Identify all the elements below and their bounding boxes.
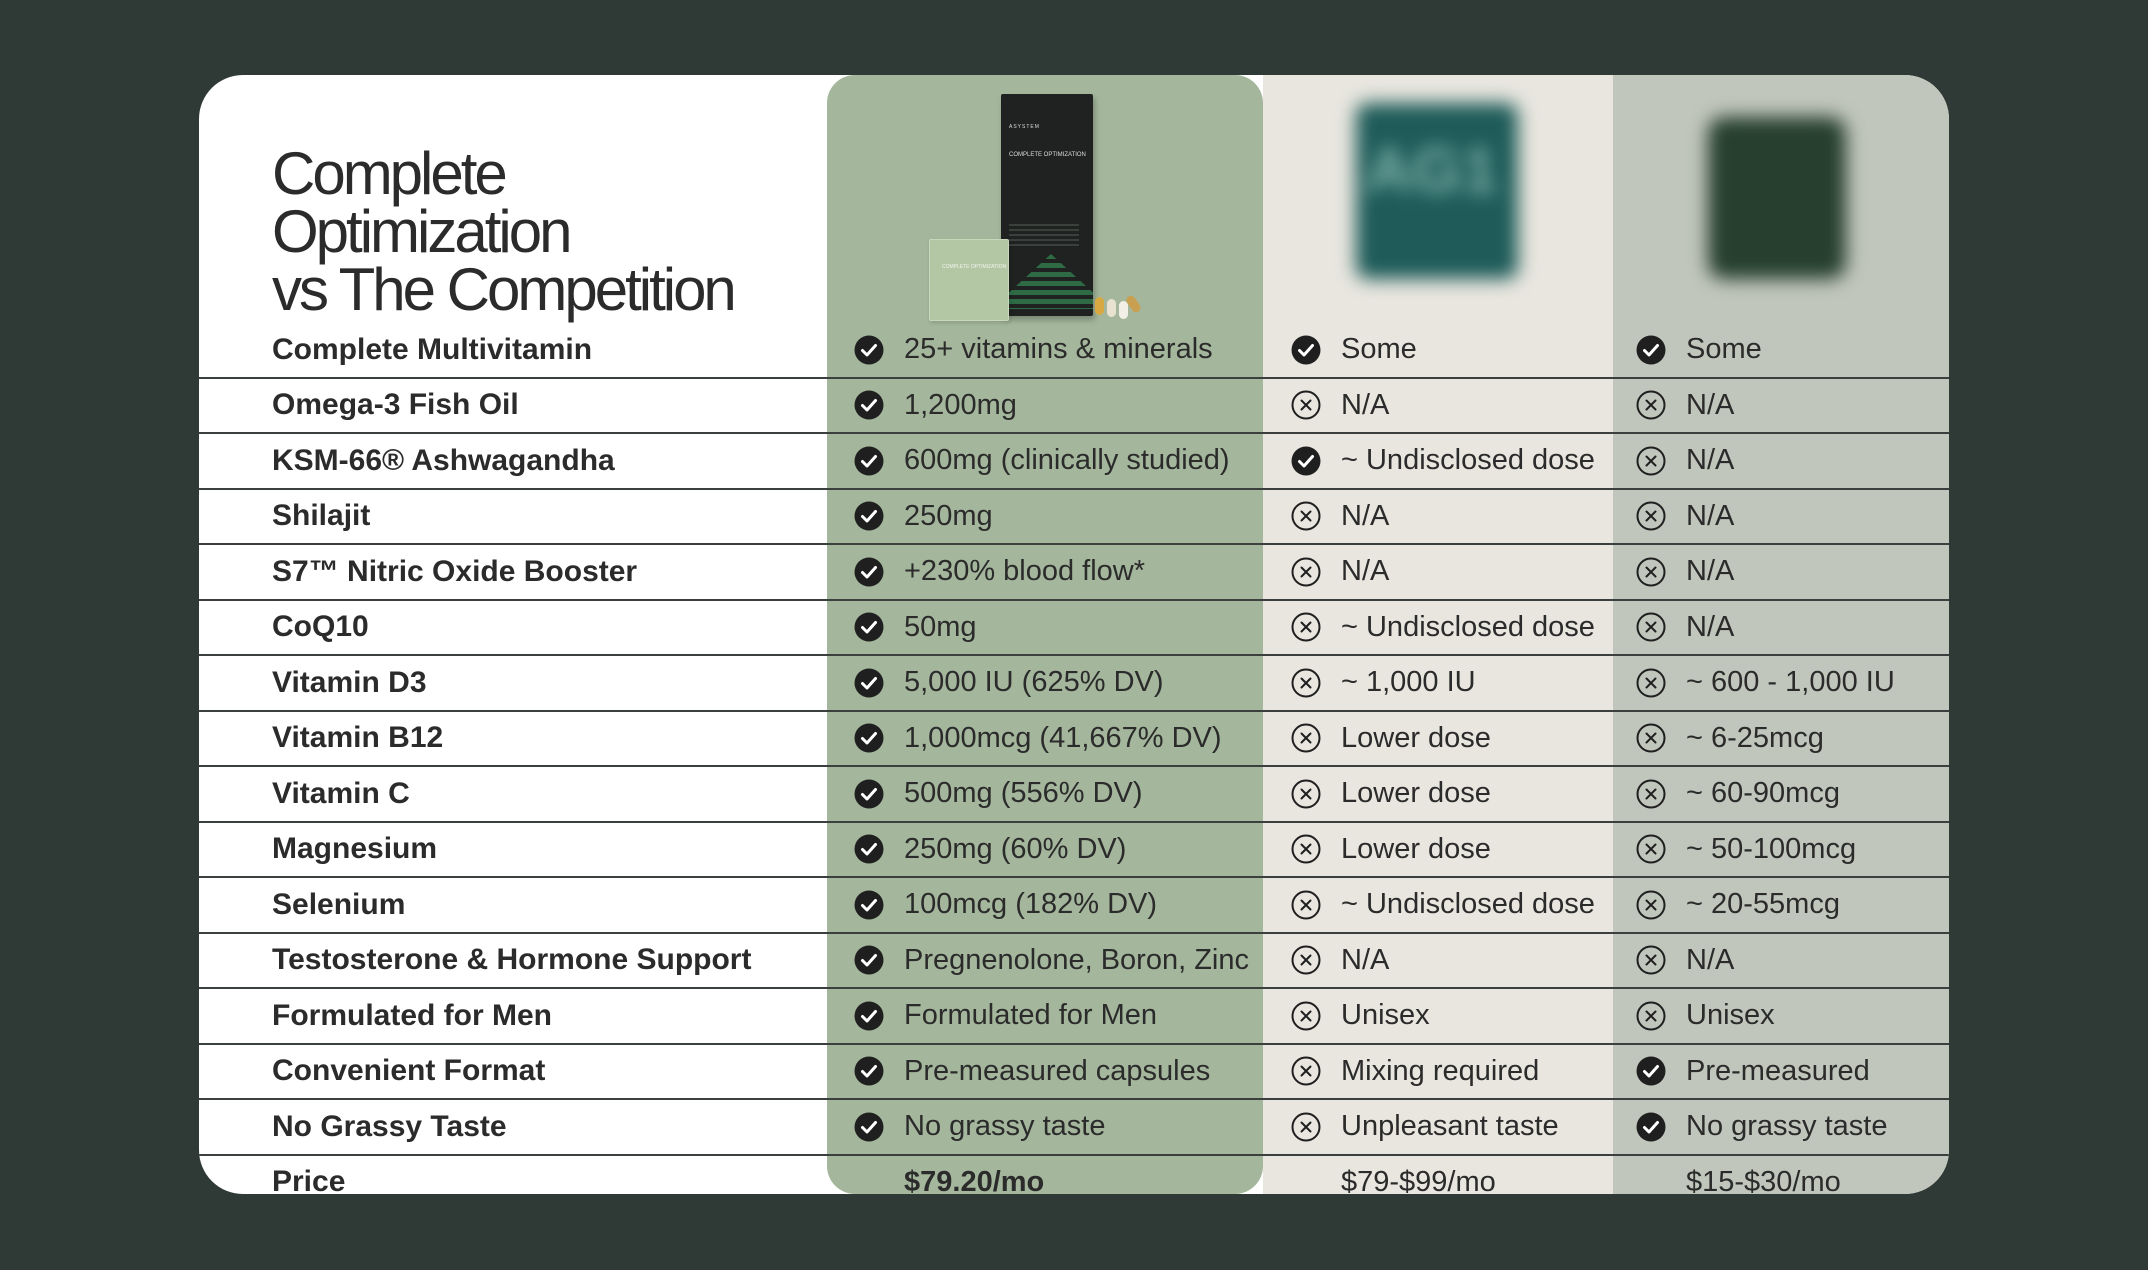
- competitor2-cell: [1636, 601, 1734, 655]
- product-sachet-image: [929, 239, 1009, 321]
- comparison-card: [199, 75, 1949, 1194]
- feature-label: Price: [272, 1165, 346, 1194]
- cell-value: N/A: [1341, 555, 1390, 588]
- product-cell: [854, 379, 1017, 433]
- competitor2-cell: [1636, 823, 1856, 877]
- price-row: [199, 1156, 1949, 1195]
- competitor2-cell: [1636, 656, 1895, 710]
- cell-value: 50mg: [904, 610, 977, 643]
- cell-value: 250mg: [904, 499, 993, 532]
- cell-value: +230% blood flow*: [904, 555, 1146, 588]
- competitor2-cell: [1636, 878, 1840, 932]
- x-circle-icon: [1636, 668, 1666, 698]
- check-circle-icon: [854, 446, 884, 476]
- feature-label: Vitamin C: [272, 776, 410, 810]
- competitor2-cell: [1636, 934, 1734, 988]
- cell-value: Some: [1341, 333, 1417, 366]
- x-circle-icon: [1291, 557, 1321, 587]
- cell-value: ~ 60-90mcg: [1686, 777, 1840, 810]
- x-circle-icon: [1291, 1001, 1321, 1031]
- cell-value: ~ Undisclosed dose: [1341, 888, 1595, 921]
- product-box-image: [1001, 94, 1093, 316]
- table-row: [199, 1100, 1949, 1156]
- check-circle-icon: [854, 1056, 884, 1086]
- table-row: [199, 878, 1949, 934]
- product-cell: [854, 934, 1249, 988]
- feature-label: No Grassy Taste: [272, 1109, 507, 1143]
- cell-value: N/A: [1686, 444, 1735, 477]
- cell-value: Lower dose: [1341, 832, 1491, 865]
- competitor2-cell: [1636, 1100, 1887, 1154]
- cell-value: N/A: [1341, 388, 1390, 421]
- competitor1-cell: [1291, 767, 1491, 821]
- table-row: [199, 1045, 1949, 1101]
- cell-value: N/A: [1341, 499, 1390, 532]
- check-circle-icon: [854, 1112, 884, 1142]
- table-row: [199, 823, 1949, 879]
- x-circle-icon: [1636, 390, 1666, 420]
- cell-value: Lower dose: [1341, 777, 1491, 810]
- check-circle-icon: [854, 834, 884, 864]
- feature-label: Complete Multivitamin: [272, 332, 593, 366]
- x-circle-icon: [1636, 1001, 1666, 1031]
- cell-value: Lower dose: [1341, 721, 1491, 754]
- x-circle-icon: [1636, 612, 1666, 642]
- product-cell: [854, 490, 993, 544]
- cell-value: N/A: [1686, 499, 1735, 532]
- check-circle-icon: [854, 1001, 884, 1031]
- cell-value: Pre-measured: [1686, 1054, 1870, 1087]
- competitor1-cell: [1291, 323, 1417, 377]
- feature-label: Selenium: [272, 887, 406, 921]
- table-row: [199, 601, 1949, 657]
- competitor1-cell: [1291, 545, 1389, 599]
- competitor2-cell: [1636, 434, 1734, 488]
- cell-value: No grassy taste: [904, 1110, 1106, 1143]
- cell-value: Pre-measured capsules: [904, 1054, 1211, 1087]
- box-wave-graphic: [1009, 254, 1093, 309]
- product-cell: [854, 878, 1157, 932]
- cell-value: 5,000 IU (625% DV): [904, 666, 1164, 699]
- competitor2-cell: [1636, 767, 1840, 821]
- x-circle-icon: [1636, 501, 1666, 531]
- feature-label: Shilajit: [272, 499, 371, 533]
- capsule-icon: [1107, 299, 1116, 317]
- cell-value: $79.20/mo: [904, 1165, 1045, 1194]
- competitor2-cell: [1636, 1045, 1870, 1099]
- x-circle-icon: [1636, 834, 1666, 864]
- product-cell: [854, 712, 1222, 766]
- feature-label: Convenient Format: [272, 1054, 546, 1088]
- cell-value: Mixing required: [1341, 1054, 1540, 1087]
- box-label-lines: [1009, 224, 1079, 246]
- check-circle-icon: [854, 612, 884, 642]
- competitor1-cell: [1291, 490, 1389, 544]
- check-circle-icon: [1291, 446, 1321, 476]
- feature-label: S7™ Nitric Oxide Booster: [272, 554, 638, 588]
- x-circle-icon: [1636, 723, 1666, 753]
- feature-label: Omega-3 Fish Oil: [272, 388, 519, 422]
- competitor1-cell: [1291, 434, 1595, 488]
- check-circle-icon: [854, 723, 884, 753]
- x-circle-icon: [1291, 779, 1321, 809]
- competitor2-cell: [1636, 712, 1824, 766]
- competitor1-cell: [1291, 934, 1389, 988]
- feature-label: CoQ10: [272, 610, 369, 644]
- x-circle-icon: [1291, 723, 1321, 753]
- x-circle-icon: [1291, 668, 1321, 698]
- product-cell: [854, 989, 1157, 1043]
- competitor1-cell: [1291, 989, 1430, 1043]
- table-row: [199, 545, 1949, 601]
- check-circle-icon: [854, 335, 884, 365]
- cell-value: ~ 600 - 1,000 IU: [1686, 666, 1895, 699]
- competitor1-cell: [1341, 1156, 1496, 1195]
- cell-value: Unisex: [1341, 999, 1430, 1032]
- table-row: [199, 989, 1949, 1045]
- table-row: [199, 379, 1949, 435]
- cell-value: No grassy taste: [1686, 1110, 1888, 1143]
- x-circle-icon: [1636, 557, 1666, 587]
- competitor2-cell: [1636, 545, 1734, 599]
- box-brand-text: ASYSTEM: [1009, 124, 1040, 130]
- x-circle-icon: [1636, 446, 1666, 476]
- cell-value: ~ 6-25mcg: [1686, 721, 1824, 754]
- competitor1-cell: [1291, 656, 1476, 710]
- x-circle-icon: [1291, 834, 1321, 864]
- product-cell: [904, 1156, 1044, 1195]
- product-cell: [854, 323, 1213, 377]
- check-circle-icon: [854, 557, 884, 587]
- x-circle-icon: [1636, 945, 1666, 975]
- product-cell: [854, 434, 1230, 488]
- x-circle-icon: [1291, 501, 1321, 531]
- product-cell: [854, 601, 977, 655]
- cell-value: 100mcg (182% DV): [904, 888, 1158, 921]
- cell-value: ~ Undisclosed dose: [1341, 444, 1595, 477]
- capsules-image: [1095, 295, 1139, 315]
- feature-label: Magnesium: [272, 832, 438, 866]
- check-circle-icon: [854, 890, 884, 920]
- cell-value: N/A: [1341, 943, 1390, 976]
- feature-label: Vitamin D3: [272, 665, 427, 699]
- cell-value: Some: [1686, 333, 1762, 366]
- cell-value: Formulated for Men: [904, 999, 1158, 1032]
- cell-value: Unisex: [1686, 999, 1775, 1032]
- competitor2-cell: [1636, 379, 1734, 433]
- cell-value: 1,200mg: [904, 388, 1017, 421]
- cell-value: ~ Undisclosed dose: [1341, 610, 1595, 643]
- cell-value: ~ 20-55mcg: [1686, 888, 1840, 921]
- cell-value: 600mg (clinically studied): [904, 444, 1230, 477]
- competitor2-cell: [1636, 490, 1734, 544]
- x-circle-icon: [1291, 945, 1321, 975]
- competitor1-cell: [1291, 823, 1491, 877]
- competitor1-cell: [1291, 1045, 1539, 1099]
- cell-value: $79-$99/mo: [1341, 1165, 1496, 1194]
- feature-label: Vitamin B12: [272, 721, 444, 755]
- table-row: [199, 767, 1949, 823]
- cell-value: 1,000mcg (41,667% DV): [904, 721, 1222, 754]
- sachet-product-name: COMPLETE OPTIMIZATION: [942, 264, 1007, 270]
- competitor2-cell: [1686, 1156, 1841, 1195]
- competitor1-cell: [1291, 712, 1491, 766]
- box-product-name: COMPLETE OPTIMIZATION: [1009, 152, 1086, 158]
- check-circle-icon: [1291, 335, 1321, 365]
- competitor1-cell: [1291, 1100, 1559, 1154]
- cell-value: 250mg (60% DV): [904, 832, 1127, 865]
- x-circle-icon: [1291, 1056, 1321, 1086]
- capsule-icon: [1119, 301, 1128, 319]
- table-row: [199, 712, 1949, 768]
- competitor2-cell: [1636, 323, 1762, 377]
- check-circle-icon: [854, 390, 884, 420]
- table-row: [199, 656, 1949, 712]
- cell-value: N/A: [1686, 610, 1735, 643]
- product-cell: [854, 1100, 1105, 1154]
- comparison-table: [199, 323, 1949, 1194]
- cell-value: $15-$30/mo: [1686, 1165, 1841, 1194]
- page-title: [272, 140, 812, 323]
- competitor1-product-image: [1356, 103, 1518, 279]
- check-circle-icon: [1636, 1056, 1666, 1086]
- competitor2-product-image: [1708, 117, 1846, 279]
- capsule-icon: [1095, 297, 1104, 315]
- cell-value: ~ 50-100mcg: [1686, 832, 1857, 865]
- cell-value: Pregnenolone, Boron, Zinc: [904, 943, 1249, 976]
- competitor2-cell: [1636, 989, 1775, 1043]
- table-row: [199, 490, 1949, 546]
- feature-label: KSM-66® Ashwagandha: [272, 443, 615, 477]
- table-row: [199, 323, 1949, 379]
- cell-value: 500mg (556% DV): [904, 777, 1143, 810]
- x-circle-icon: [1291, 1112, 1321, 1142]
- product-cell: [854, 767, 1143, 821]
- title-line-1: Complete Optimization: [272, 140, 570, 265]
- cell-value: ~ 1,000 IU: [1341, 666, 1476, 699]
- competitor1-cell: [1291, 379, 1389, 433]
- competitor1-logo: AG1: [1366, 134, 1498, 206]
- table-row: [199, 434, 1949, 490]
- product-cell: [854, 823, 1126, 877]
- feature-label: Testosterone & Hormone Support: [272, 943, 752, 977]
- check-circle-icon: [854, 945, 884, 975]
- competitor1-cell: [1291, 878, 1595, 932]
- check-circle-icon: [1636, 1112, 1666, 1142]
- product-cell: [854, 545, 1145, 599]
- cell-value: N/A: [1686, 555, 1735, 588]
- x-circle-icon: [1291, 612, 1321, 642]
- table-row: [199, 934, 1949, 990]
- x-circle-icon: [1636, 890, 1666, 920]
- check-circle-icon: [1636, 335, 1666, 365]
- check-circle-icon: [854, 668, 884, 698]
- product-cell: [854, 1045, 1210, 1099]
- title-line-2: vs The Competition: [272, 256, 734, 323]
- cell-value: N/A: [1686, 388, 1735, 421]
- cell-value: Unpleasant taste: [1341, 1110, 1559, 1143]
- x-circle-icon: [1291, 390, 1321, 420]
- cell-value: 25+ vitamins & minerals: [904, 333, 1213, 366]
- x-circle-icon: [1291, 890, 1321, 920]
- x-circle-icon: [1636, 779, 1666, 809]
- check-circle-icon: [854, 779, 884, 809]
- competitor1-cell: [1291, 601, 1595, 655]
- product-cell: [854, 656, 1164, 710]
- cell-value: N/A: [1686, 943, 1735, 976]
- check-circle-icon: [854, 501, 884, 531]
- feature-label: Formulated for Men: [272, 998, 553, 1032]
